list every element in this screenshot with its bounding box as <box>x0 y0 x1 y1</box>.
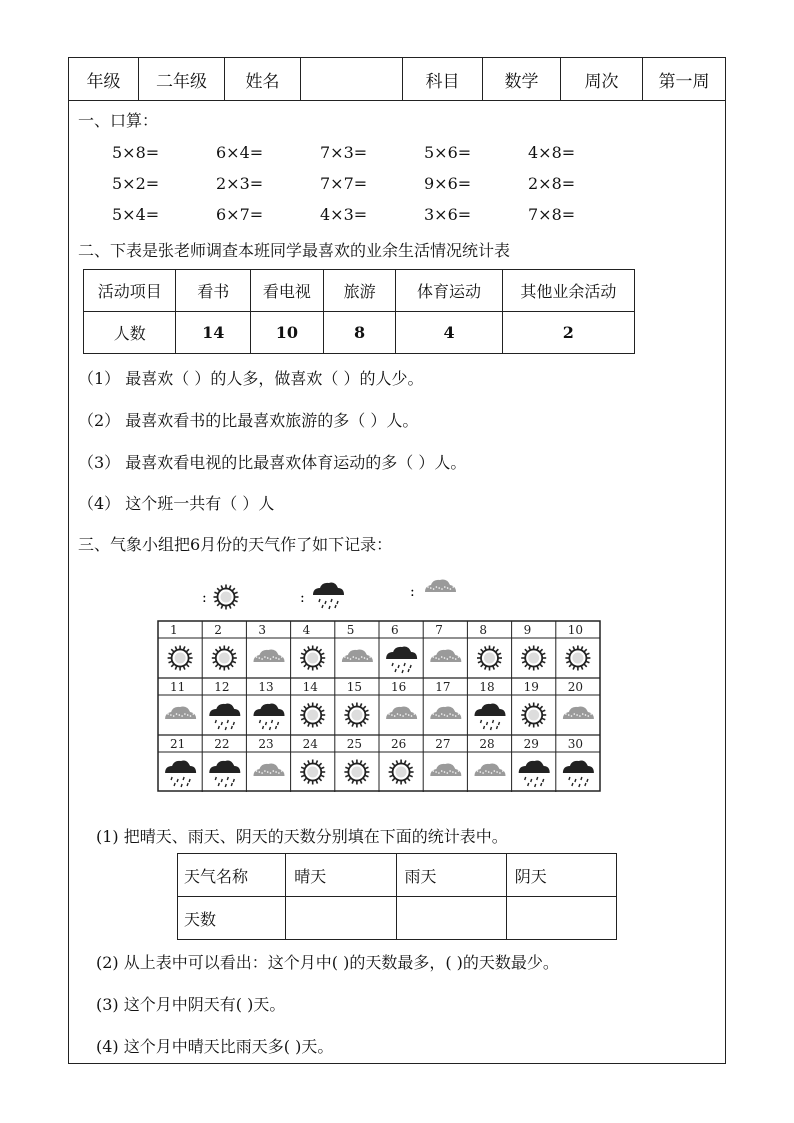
name-label: 姓名 <box>225 58 301 100</box>
rain-icon <box>386 647 417 673</box>
rain-icon <box>254 704 285 730</box>
day-number: 3 <box>258 623 267 637</box>
cloud-icon <box>386 707 417 719</box>
cloud-icon <box>430 707 461 719</box>
activity-header: 看书 <box>176 270 251 312</box>
rain-icon <box>563 761 594 787</box>
stat-header: 晴天 <box>286 854 396 897</box>
rain-icon <box>475 704 506 730</box>
section1-title: 一、口算： <box>78 111 159 130</box>
rain-icon <box>209 704 240 730</box>
count-value: 10 <box>251 312 324 354</box>
cloud-icon <box>410 580 456 600</box>
question-3-2: (2) 从上表中可以看出：这个月中( )的天数最多，( )的天数最少。 <box>96 953 559 972</box>
cloud-icon <box>563 707 594 719</box>
sun-icon <box>477 646 502 671</box>
rain-icon <box>519 761 550 787</box>
math-problem: 2×8= <box>528 174 576 193</box>
stat-rainy-cell[interactable] <box>396 897 506 940</box>
name-value[interactable] <box>301 58 403 100</box>
day-number: 29 <box>523 737 539 751</box>
question-2-2: （2） 最喜欢看书的比最喜欢旅游的多（ ）人。 <box>78 411 419 430</box>
day-number: 24 <box>302 737 318 751</box>
stat-cloudy-cell[interactable] <box>506 897 616 940</box>
header-row <box>69 58 725 101</box>
day-number: 15 <box>346 680 363 694</box>
activity-header: 看电视 <box>251 270 324 312</box>
week-label: 周次 <box>561 58 643 100</box>
cloud-icon <box>430 650 461 662</box>
sun-icon <box>521 703 546 728</box>
math-problem: 5×8= <box>112 143 160 162</box>
math-problem: 5×6= <box>424 143 472 162</box>
cloud-icon <box>165 707 196 719</box>
rain-icon <box>165 761 196 787</box>
section2-title: 二、下表是张老师调查本班同学最喜欢的业余生活情况统计表 <box>78 241 511 260</box>
day-number: 7 <box>435 623 443 637</box>
question-3-4: (4) 这个月中晴天比雨天多( )天。 <box>96 1037 334 1056</box>
day-number: 13 <box>258 680 274 694</box>
day-number: 2 <box>214 623 222 637</box>
count-value: 4 <box>396 312 502 354</box>
sun-icon <box>202 585 239 610</box>
activity-header: 活动项目 <box>84 270 176 312</box>
math-problem: 3×6= <box>424 205 472 224</box>
rain-icon <box>209 761 240 787</box>
sun-icon <box>300 646 325 671</box>
day-number: 26 <box>391 737 407 751</box>
cloud-icon <box>430 764 461 776</box>
count-value: 14 <box>176 312 251 354</box>
day-number: 28 <box>479 737 495 751</box>
day-number: 14 <box>302 680 318 694</box>
question-3-1: (1) 把晴天、雨天、阴天的天数分别填在下面的统计表中。 <box>96 827 508 846</box>
cloud-icon <box>254 650 285 662</box>
day-number: 6 <box>391 623 399 637</box>
svg-text::: : <box>410 584 415 600</box>
count-value: 8 <box>323 312 396 354</box>
day-number: 21 <box>170 737 186 751</box>
day-number: 10 <box>567 623 584 637</box>
sun-icon <box>389 760 414 785</box>
sun-icon <box>565 646 590 671</box>
rain-icon <box>300 583 344 609</box>
math-problem: 5×4= <box>112 205 160 224</box>
math-problem: 6×7= <box>216 205 264 224</box>
day-number: 17 <box>435 680 451 694</box>
day-number: 4 <box>302 623 311 637</box>
activity-header: 其他业余活动 <box>502 270 634 312</box>
weather-legend <box>200 578 470 614</box>
day-number: 19 <box>523 680 539 694</box>
question-2-1: （1） 最喜欢（ ）的人多，做喜欢（ ）的人少。 <box>78 369 424 388</box>
day-number: 30 <box>567 737 584 751</box>
activity-table <box>83 269 635 354</box>
section3-title: 三、气象小组把6月份的天气作了如下记录： <box>78 535 393 554</box>
svg-text::: : <box>300 590 305 606</box>
activity-header: 体育运动 <box>396 270 502 312</box>
day-number: 11 <box>170 680 186 694</box>
math-problem: 5×2= <box>112 174 160 193</box>
stat-row-label: 天数 <box>178 897 286 940</box>
sun-icon <box>344 760 369 785</box>
day-number: 5 <box>346 623 355 637</box>
day-number: 22 <box>214 737 230 751</box>
math-problem: 4×3= <box>320 205 368 224</box>
day-number: 9 <box>523 623 532 637</box>
sun-icon <box>521 646 546 671</box>
math-problem: 7×7= <box>320 174 368 193</box>
svg-text::: : <box>202 590 207 606</box>
day-number: 18 <box>479 680 495 694</box>
weather-calendar <box>157 620 603 798</box>
activity-header: 旅游 <box>323 270 396 312</box>
sun-icon <box>300 760 325 785</box>
cloud-icon <box>475 764 506 776</box>
day-number: 25 <box>346 737 363 751</box>
day-number: 8 <box>479 623 488 637</box>
stat-header: 阴天 <box>506 854 616 897</box>
day-number: 23 <box>258 737 274 751</box>
sun-icon <box>344 703 369 728</box>
math-problem: 7×8= <box>528 205 576 224</box>
stat-header: 雨天 <box>396 854 506 897</box>
day-number: 20 <box>567 680 584 694</box>
day-number: 27 <box>435 737 451 751</box>
sun-icon <box>212 646 237 671</box>
grade-label: 年级 <box>69 58 139 100</box>
cloud-icon <box>254 764 285 776</box>
math-problem: 7×3= <box>320 143 368 162</box>
cloud-icon <box>342 650 373 662</box>
subject-label: 科目 <box>403 58 483 100</box>
math-problem: 6×4= <box>216 143 264 162</box>
day-number: 16 <box>391 680 407 694</box>
sun-icon <box>300 703 325 728</box>
question-3-3: (3) 这个月中阴天有( )天。 <box>96 995 286 1014</box>
question-2-4: （4） 这个班一共有（ ）人 <box>78 494 275 513</box>
math-problem: 2×3= <box>216 174 264 193</box>
question-2-3: （3） 最喜欢看电视的比最喜欢体育运动的多（ ）人。 <box>78 453 467 472</box>
stat-sunny-cell[interactable] <box>286 897 396 940</box>
weather-stat-table <box>177 853 617 940</box>
count-value: 2 <box>502 312 634 354</box>
stat-header: 天气名称 <box>178 854 286 897</box>
grade-value: 二年级 <box>139 58 225 100</box>
subject-value: 数学 <box>483 58 561 100</box>
day-number: 1 <box>170 623 178 637</box>
day-number: 12 <box>214 680 230 694</box>
math-problem: 4×8= <box>528 143 576 162</box>
sun-icon <box>168 646 193 671</box>
week-value: 第一周 <box>658 71 710 92</box>
math-problem: 9×6= <box>424 174 472 193</box>
count-label: 人数 <box>84 312 176 354</box>
